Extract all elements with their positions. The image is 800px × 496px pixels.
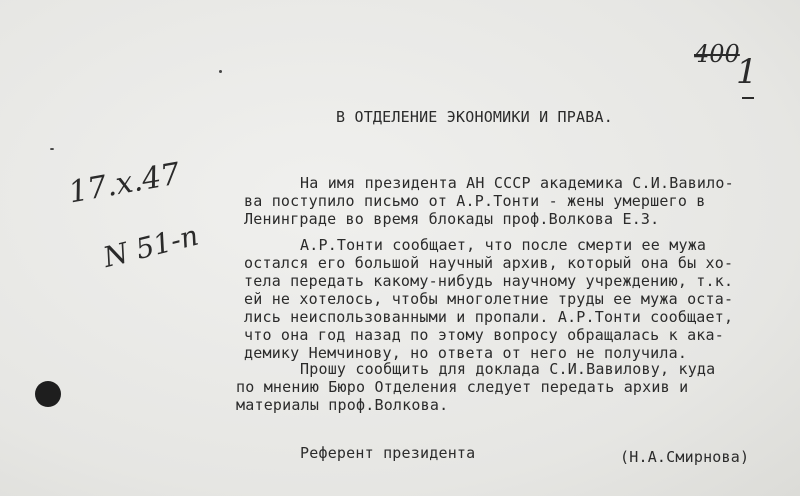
page-number-underline (742, 97, 754, 99)
crossed-page-number: 400 (694, 40, 740, 68)
paragraph-line: Прошу сообщить для доклада С.И.Вавилову, куда (300, 360, 716, 378)
document-heading: В ОТДЕЛЕНИЕ ЭКОНОМИКИ И ПРАВА. (336, 108, 613, 126)
paragraph-line: что она год назад по этому вопросу обращалась к ака- (244, 326, 724, 344)
page-number: 1 (736, 52, 758, 92)
paper-speck (50, 148, 54, 150)
paragraph-line: А.Р.Тонти сообщает, что после смерти ее мужа (300, 236, 707, 254)
handwritten-date: 17.х.47 (66, 156, 183, 211)
punch-hole (35, 381, 61, 407)
paragraph-line: ва поступило письмо от А.Р.Тонти - жены умершего в (244, 192, 706, 210)
paragraph-line: материалы проф.Волкова. (236, 396, 449, 414)
signature-title: Референт президента (300, 444, 476, 462)
paragraph-line: тела передать какому-нибудь научному учреждению, т.к. (244, 272, 734, 290)
paragraph-line: по мнению Бюро Отделения следует передать архив и (236, 378, 689, 396)
paragraph-line: демику Немчинову, но ответа от него не получила. (244, 344, 688, 362)
paragraph-line: На имя президента АН СССР академика С.И.Вавило- (300, 174, 734, 192)
paragraph-line: лись неиспользованными и пропали. А.Р.Тонти сообщает, (244, 308, 734, 326)
handwritten-number: N 51-п (100, 218, 202, 275)
paragraph-line: ей не хотелось, чтобы многолетние труды ее мужа оста- (244, 290, 734, 308)
paper-speck (219, 70, 222, 73)
signature-name: (Н.А.Смирнова) (620, 448, 750, 466)
paragraph-line: Ленинграде во время блокады проф.Волкова Е.З. (244, 210, 660, 228)
paragraph-line: остался его большой научный архив, который она бы хо- (244, 254, 734, 272)
